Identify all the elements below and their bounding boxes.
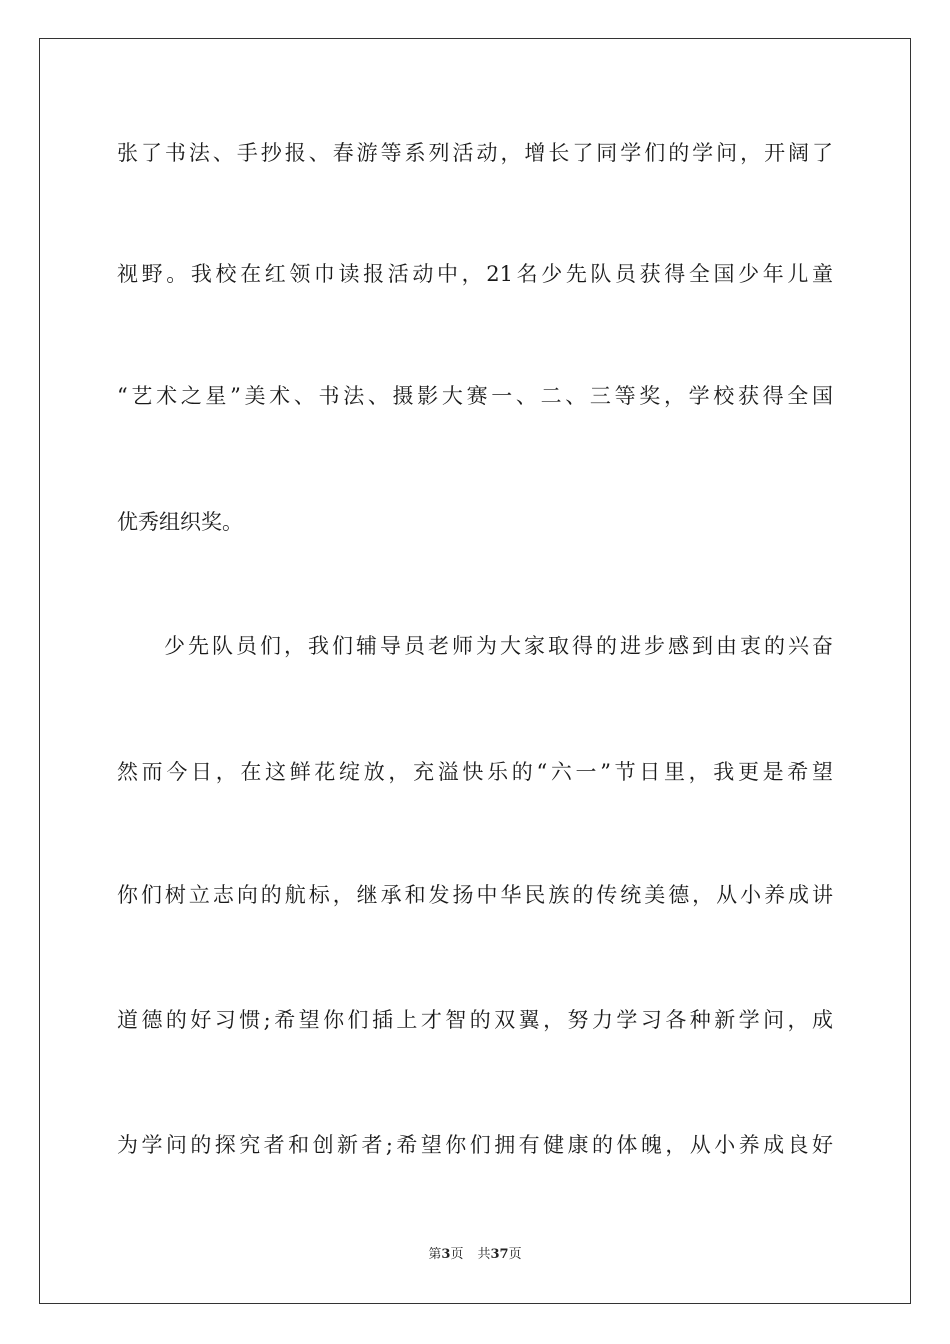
body-text-line: “艺术之星”美术、书法、摄影大赛一、二、三等奖，学校获得全国 — [117, 384, 833, 408]
total-label-suffix: 页 — [508, 1247, 522, 1262]
body-text-line: 为学问的探究者和创新者;希望你们拥有健康的体魄，从小养成良好 — [117, 1133, 833, 1157]
body-text-line: 你们树立志向的航标，继承和发扬中华民族的传统美德，从小养成讲 — [117, 883, 833, 907]
total-label-prefix: 共 — [477, 1247, 491, 1262]
page-label-prefix: 第 — [428, 1247, 442, 1262]
page-footer — [0, 1246, 950, 1264]
body-text-line: 张了书法、手抄报、春游等系列活动，增长了同学们的学问，开阔了 — [117, 141, 833, 165]
body-text-line: 然而今日，在这鲜花绽放，充溢快乐的“六一”节日里，我更是希望 — [117, 760, 833, 784]
page-border — [39, 38, 911, 1304]
page-label-suffix: 页 — [450, 1247, 464, 1262]
body-text-line: 优秀组织奖。 — [117, 510, 243, 534]
body-text-line: 视野。我校在红领巾读报活动中，21名少先队员获得全国少年儿童 — [117, 262, 833, 286]
page-number: 3 — [441, 1247, 451, 1262]
body-text-line: 少先队员们，我们辅导员老师为大家取得的进步感到由衷的兴奋 — [164, 634, 833, 658]
body-text-line: 道德的好习惯;希望你们插上才智的双翼，努力学习各种新学问，成 — [117, 1008, 833, 1032]
total-pages: 37 — [490, 1247, 509, 1262]
